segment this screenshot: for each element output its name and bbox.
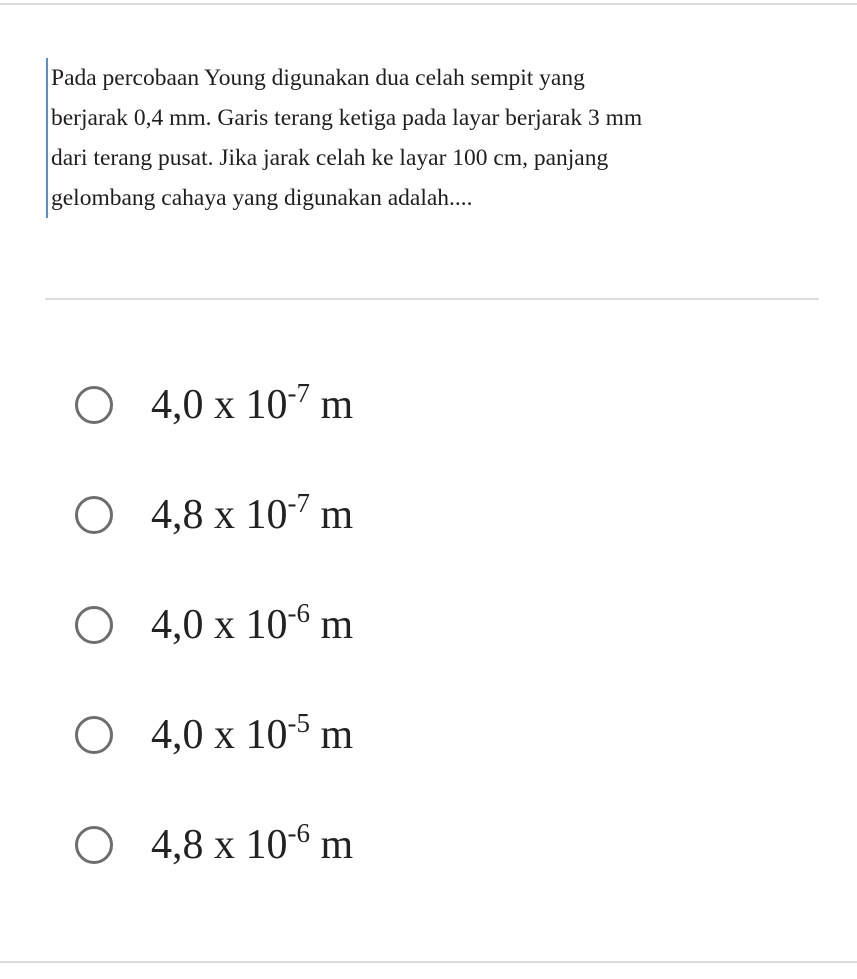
option-unit: m bbox=[310, 382, 354, 428]
option-unit: m bbox=[310, 822, 354, 868]
top-divider bbox=[0, 3, 857, 5]
option-base: 4,0 x 10 bbox=[151, 712, 288, 758]
option-exponent: -6 bbox=[287, 818, 310, 848]
answer-option-d[interactable] bbox=[75, 680, 775, 790]
option-unit: m bbox=[310, 492, 354, 538]
question-line: Pada percobaan Young digunakan dua celah sempit yang bbox=[51, 65, 585, 91]
option-base: 4,0 x 10 bbox=[151, 602, 288, 648]
question-line: gelombang cahaya yang digunakan adalah.... bbox=[51, 185, 473, 211]
radio-button-icon[interactable] bbox=[75, 496, 113, 534]
bottom-divider bbox=[0, 961, 857, 963]
option-base: 4,8 x 10 bbox=[151, 822, 288, 868]
radio-button-icon[interactable] bbox=[75, 386, 113, 424]
answer-option-b[interactable] bbox=[75, 460, 775, 570]
question-line: berjarak 0,4 mm. Garis terang ketiga pada layar berjarak 3 mm bbox=[51, 105, 643, 131]
answer-option-label bbox=[151, 818, 354, 868]
answer-option-label bbox=[151, 488, 354, 538]
answer-option-label bbox=[151, 378, 354, 428]
radio-button-icon[interactable] bbox=[75, 606, 113, 644]
answer-option-c[interactable] bbox=[75, 570, 775, 680]
option-exponent: -5 bbox=[287, 708, 310, 738]
option-unit: m bbox=[310, 602, 354, 648]
answer-option-label bbox=[151, 708, 354, 758]
radio-button-icon[interactable] bbox=[75, 826, 113, 864]
question-text bbox=[46, 58, 831, 218]
answer-option-a[interactable] bbox=[75, 350, 775, 460]
answer-option-e[interactable] bbox=[75, 790, 775, 900]
question-options-divider bbox=[45, 298, 819, 300]
answer-option-label bbox=[151, 598, 354, 648]
radio-button-icon[interactable] bbox=[75, 716, 113, 754]
option-base: 4,8 x 10 bbox=[151, 492, 288, 538]
option-exponent: -7 bbox=[287, 488, 310, 518]
option-base: 4,0 x 10 bbox=[151, 382, 288, 428]
option-exponent: -6 bbox=[287, 598, 310, 628]
option-unit: m bbox=[310, 712, 354, 758]
option-exponent: -7 bbox=[287, 378, 310, 408]
question-line: dari terang pusat. Jika jarak celah ke layar 100 cm, panjang bbox=[51, 145, 609, 171]
